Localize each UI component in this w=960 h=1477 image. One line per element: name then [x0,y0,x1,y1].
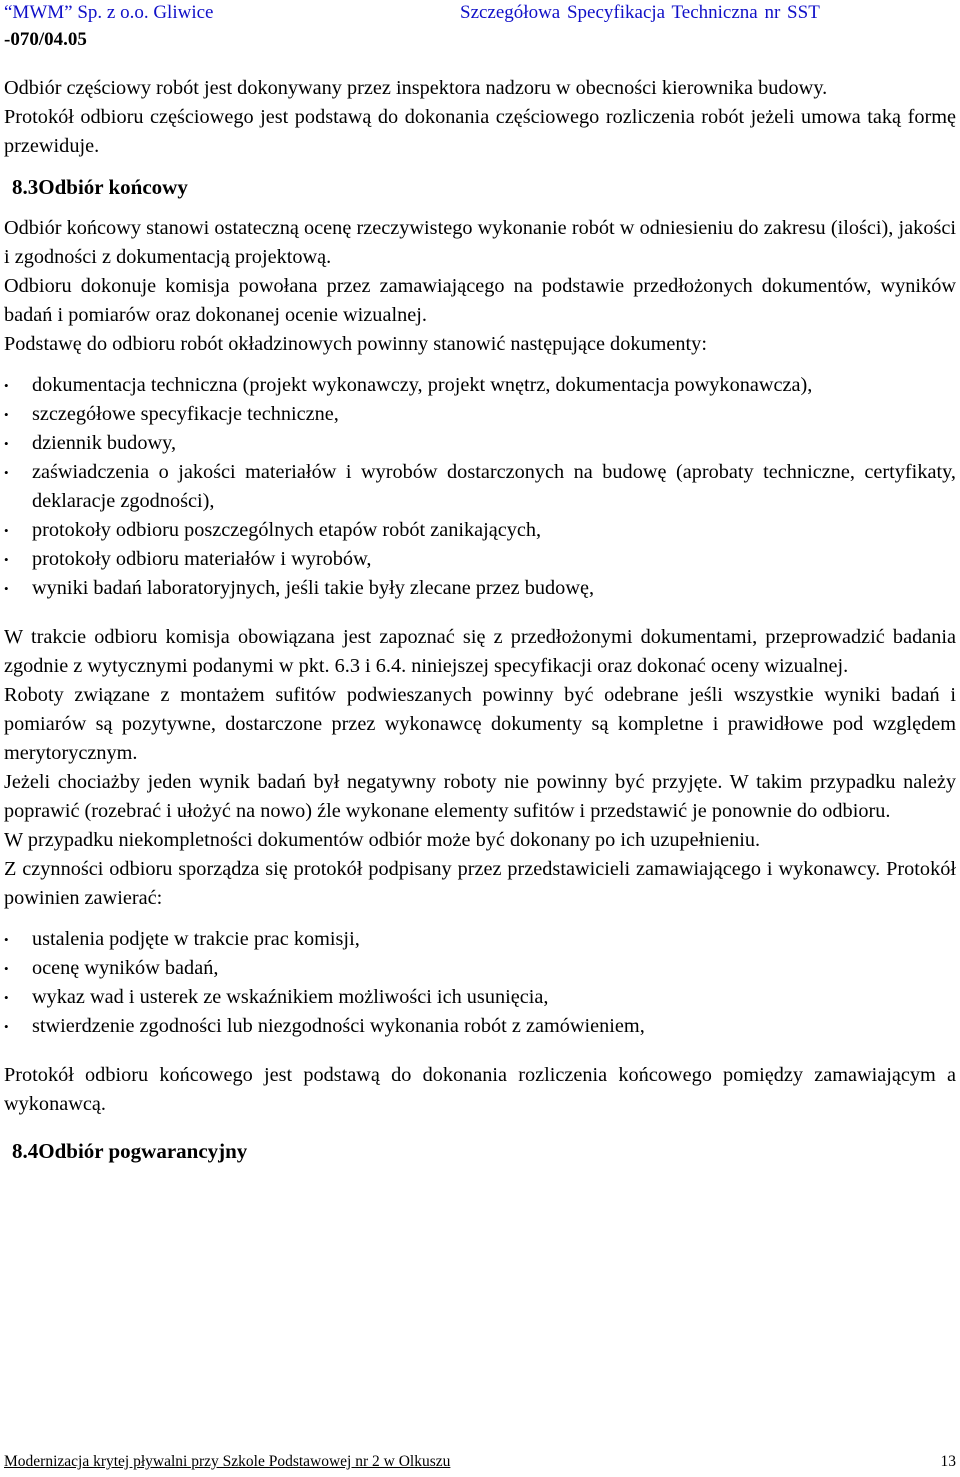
section-heading-8-4: 8.4Odbiór pogwarancyjny [12,1139,248,1163]
list-item: • dziennik budowy, [4,429,956,458]
paragraph-acceptance-conditions: Roboty związane z montażem sufitów podwieszanych powinny być odebrane jeśli wszystkie wyniki badań i pomiarów są pozytywne, dostarczone przez wykonawcę dokumenty są kompletne i prawidłowe pod względem merytorycznym. [4,684,956,764]
paragraph-documents-intro: Podstawę do odbioru robót okładzinowych powinny stanowić następujące dokumenty: [4,333,707,355]
list-item: • ustalenia podjęte w trakcie prac komisji, [4,925,956,954]
paragraph-negative-result: Jeżeli chociażby jeden wynik badań był negatywny roboty nie powinny być przyjęte. W takim przypadku należy poprawić (rozebrać i ułożyć na nowo) źle wykonane elementy sufitów i przedstawić je ponownie do odbioru. [4,771,956,822]
header-doc-number: -070/04.05 [4,29,87,50]
header-spec-title: Szczegółowa Specyfikacja Techniczna nr SST [460,2,820,23]
paragraph-commission: Odbioru dokonuje komisja powołana przez zamawiającego na podstawie przedłożonych dokumentów, wyników badań i pomiarów oraz dokonanej ocenie wizualnej. [4,275,956,326]
paragraph-commission-duties: W trakcie odbioru komisja obowiązana jest zapoznać się z przedłożonymi dokumentami, przeprowadzić badania zgodnie z wytycznymi podanymi w pkt. 6.3 i 6.4. niniejszej specyfikacji oraz dokonać oceny wizualnej. [4,626,956,677]
document-body [4,74,956,1166]
section-heading-8-3: 8.3Odbiór końcowy [12,175,188,199]
list-item: • protokoły odbioru poszczególnych etapów robót zanikających, [4,516,956,545]
list-item: • dokumentacja techniczna (projekt wykonawczy, projekt wnętrz, dokumentacja powykonawcza), [4,371,956,400]
paragraph-partial-acceptance: Odbiór częściowy robót jest dokonywany przez inspektora nadzoru w obecności kierownika budowy. [4,77,828,99]
paragraph-protocol-contents: Z czynności odbioru sporządza się protokół podpisany przez przedstawicieli zamawiającego i wykonawcy. Protokół powinien zawierać: [4,858,956,909]
documents-list [4,371,956,603]
list-item: • wykaz wad i usterek ze wskaźnikiem możliwości ich usunięcia, [4,983,956,1012]
paragraph-incomplete-documents: W przypadku niekompletności dokumentów odbiór może być dokonany po ich uzupełnieniu. [4,829,761,851]
list-item: • stwierdzenie zgodności lub niezgodności wykonania robót z zamówieniem, [4,1012,956,1041]
paragraph-partial-protocol: Protokół odbioru częściowego jest podstawą do dokonania częściowego rozliczenia robót jeżeli umowa taką formę przewiduje. [4,106,956,157]
header-left [4,0,304,53]
list-item: • protokoły odbioru materiałów i wyrobów, [4,545,956,574]
header-company: “MWM” Sp. z o.o. Gliwice [4,2,214,23]
list-item: • wyniki badań laboratoryjnych, jeśli takie były zlecane przez budowę, [4,574,956,603]
protocol-contents-list [4,925,956,1041]
paragraph-final-settlement: Protokół odbioru końcowego jest podstawą do dokonania rozliczenia końcowego pomiędzy zamawiającym a wykonawcą. [4,1064,956,1115]
paragraph-final-acceptance: Odbiór końcowy stanowi ostateczną ocenę rzeczywistego wykonanie robót w odniesieniu do zakresu (ilości), jakości i zgodności z dokumentacją projektową. [4,217,956,268]
list-item: • ocenę wyników badań, [4,954,956,983]
list-item: • zaświadczenia o jakości materiałów i wyrobów dostarczonych na budowę (aprobaty techniczne, certyfikaty, deklaracje zgodności), [4,458,956,516]
page-number: 13 [940,1453,956,1470]
list-item: • szczegółowe specyfikacje techniczne, [4,400,956,429]
footer-project-title: Modernizacja krytej pływalni przy Szkole Podstawowej nr 2 w Olkuszu [4,1453,451,1470]
page-footer [4,1452,956,1472]
